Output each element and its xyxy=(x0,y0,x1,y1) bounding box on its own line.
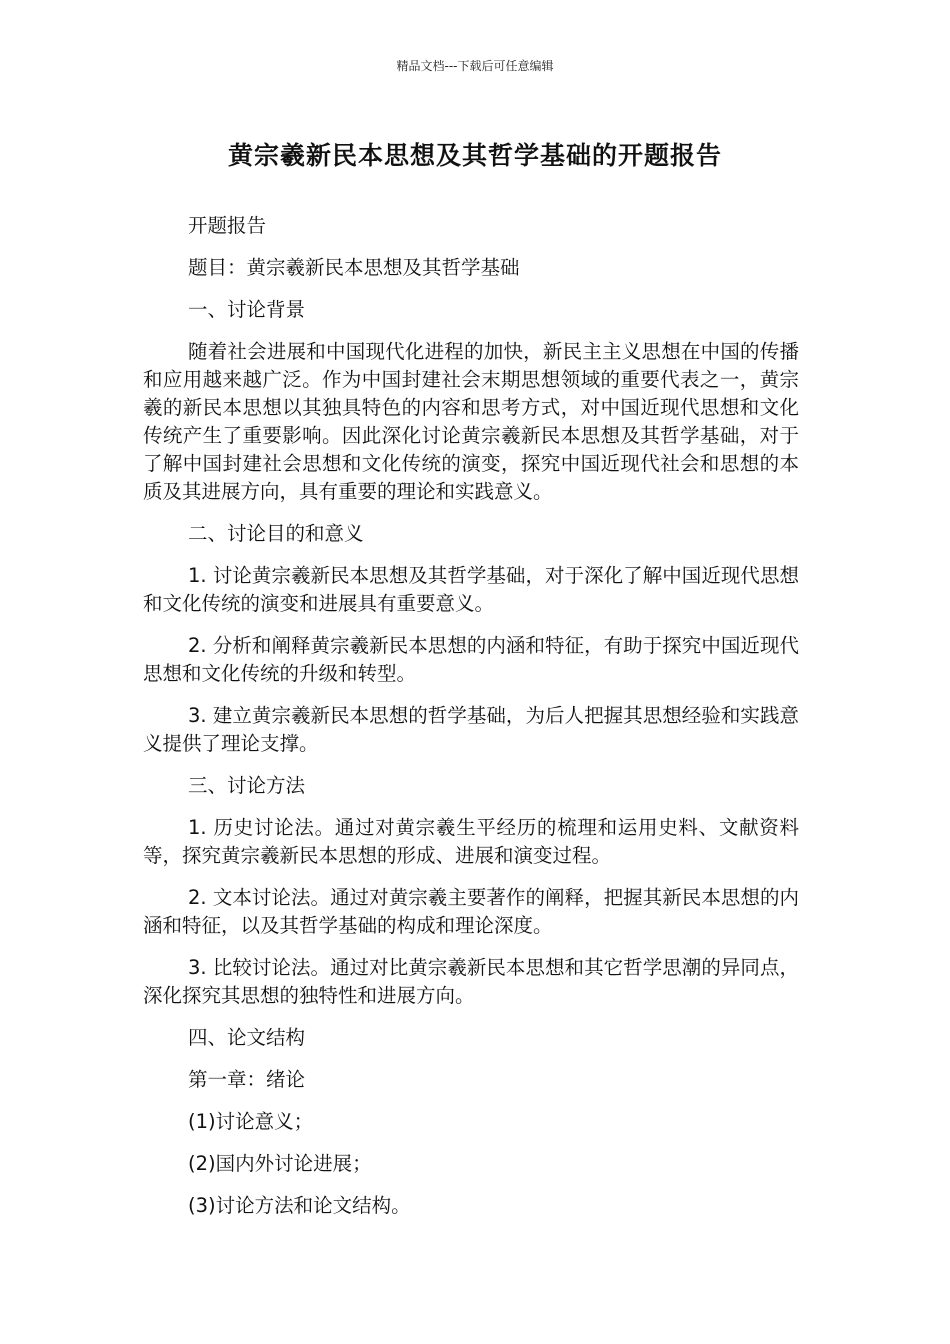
heading-methods: 三、讨论方法 xyxy=(188,774,306,797)
paragraph-topic: 题目：黄宗羲新民本思想及其哲学基础 xyxy=(188,256,520,279)
paragraph-purpose-3: 3. 建立黄宗羲新民本思想的哲学基础，为后人把握其思想经验和实践意义提供了理论支撑。 xyxy=(143,704,799,755)
header-note: 精品文档---下载后可任意编辑 xyxy=(396,59,554,73)
list-item-3: (3)讨论方法和论文结构。 xyxy=(188,1194,411,1217)
paragraph-purpose-2: 2. 分析和阐释黄宗羲新民本思想的内涵和特征，有助于探究中国近现代思想和文化传统的升级和转型。 xyxy=(143,634,799,685)
paragraph-method-2: 2. 文本讨论法。通过对黄宗羲主要著作的阐释，把握其新民本思想的内涵和特征，以及其哲学基础的构成和理论深度。 xyxy=(143,886,799,937)
paragraph-method-1: 1. 历史讨论法。通过对黄宗羲生平经历的梳理和运用史料、文献资料等，探究黄宗羲新民本思想的形成、进展和演变过程。 xyxy=(143,816,799,867)
heading-purpose: 二、讨论目的和意义 xyxy=(188,522,364,545)
paragraph-purpose-1: 1. 讨论黄宗羲新民本思想及其哲学基础，对于深化了解中国近现代思想和文化传统的演变和进展具有重要意义。 xyxy=(143,564,799,615)
document-body xyxy=(143,212,799,1234)
paragraph-chapter-1: 第一章：绪论 xyxy=(188,1068,306,1091)
list-item-1: (1)讨论意义； xyxy=(188,1110,314,1133)
paragraph-method-3: 3. 比较讨论法。通过对比黄宗羲新民本思想和其它哲学思潮的异同点，深化探究其思想的独特性和进展方向。 xyxy=(143,956,799,1007)
list-item-2: (2)国内外讨论进展； xyxy=(188,1152,372,1175)
heading-background: 一、讨论背景 xyxy=(188,298,306,321)
document-title: 黄宗羲新民本思想及其哲学基础的开题报告 xyxy=(227,141,722,170)
heading-structure: 四、论文结构 xyxy=(188,1026,306,1049)
paragraph-background: 随着社会进展和中国现代化进程的加快，新民主主义思想在中国的传播和应用越来越广泛。作为中国封建社会末期思想领域的重要代表之一，黄宗羲的新民本思想以其独具特色的内容和思考方式，对中国近现代思想和文化传统产生了重要影响。因此深化讨论黄宗羲新民本思想及其哲学基础，对于了解中国封建社会思想和文化传统的演变，探究中国近现代社会和思想的本质及其进展方向，具有重要的理论和实践意义。 xyxy=(143,340,799,503)
paragraph-report-label: 开题报告 xyxy=(188,214,267,237)
